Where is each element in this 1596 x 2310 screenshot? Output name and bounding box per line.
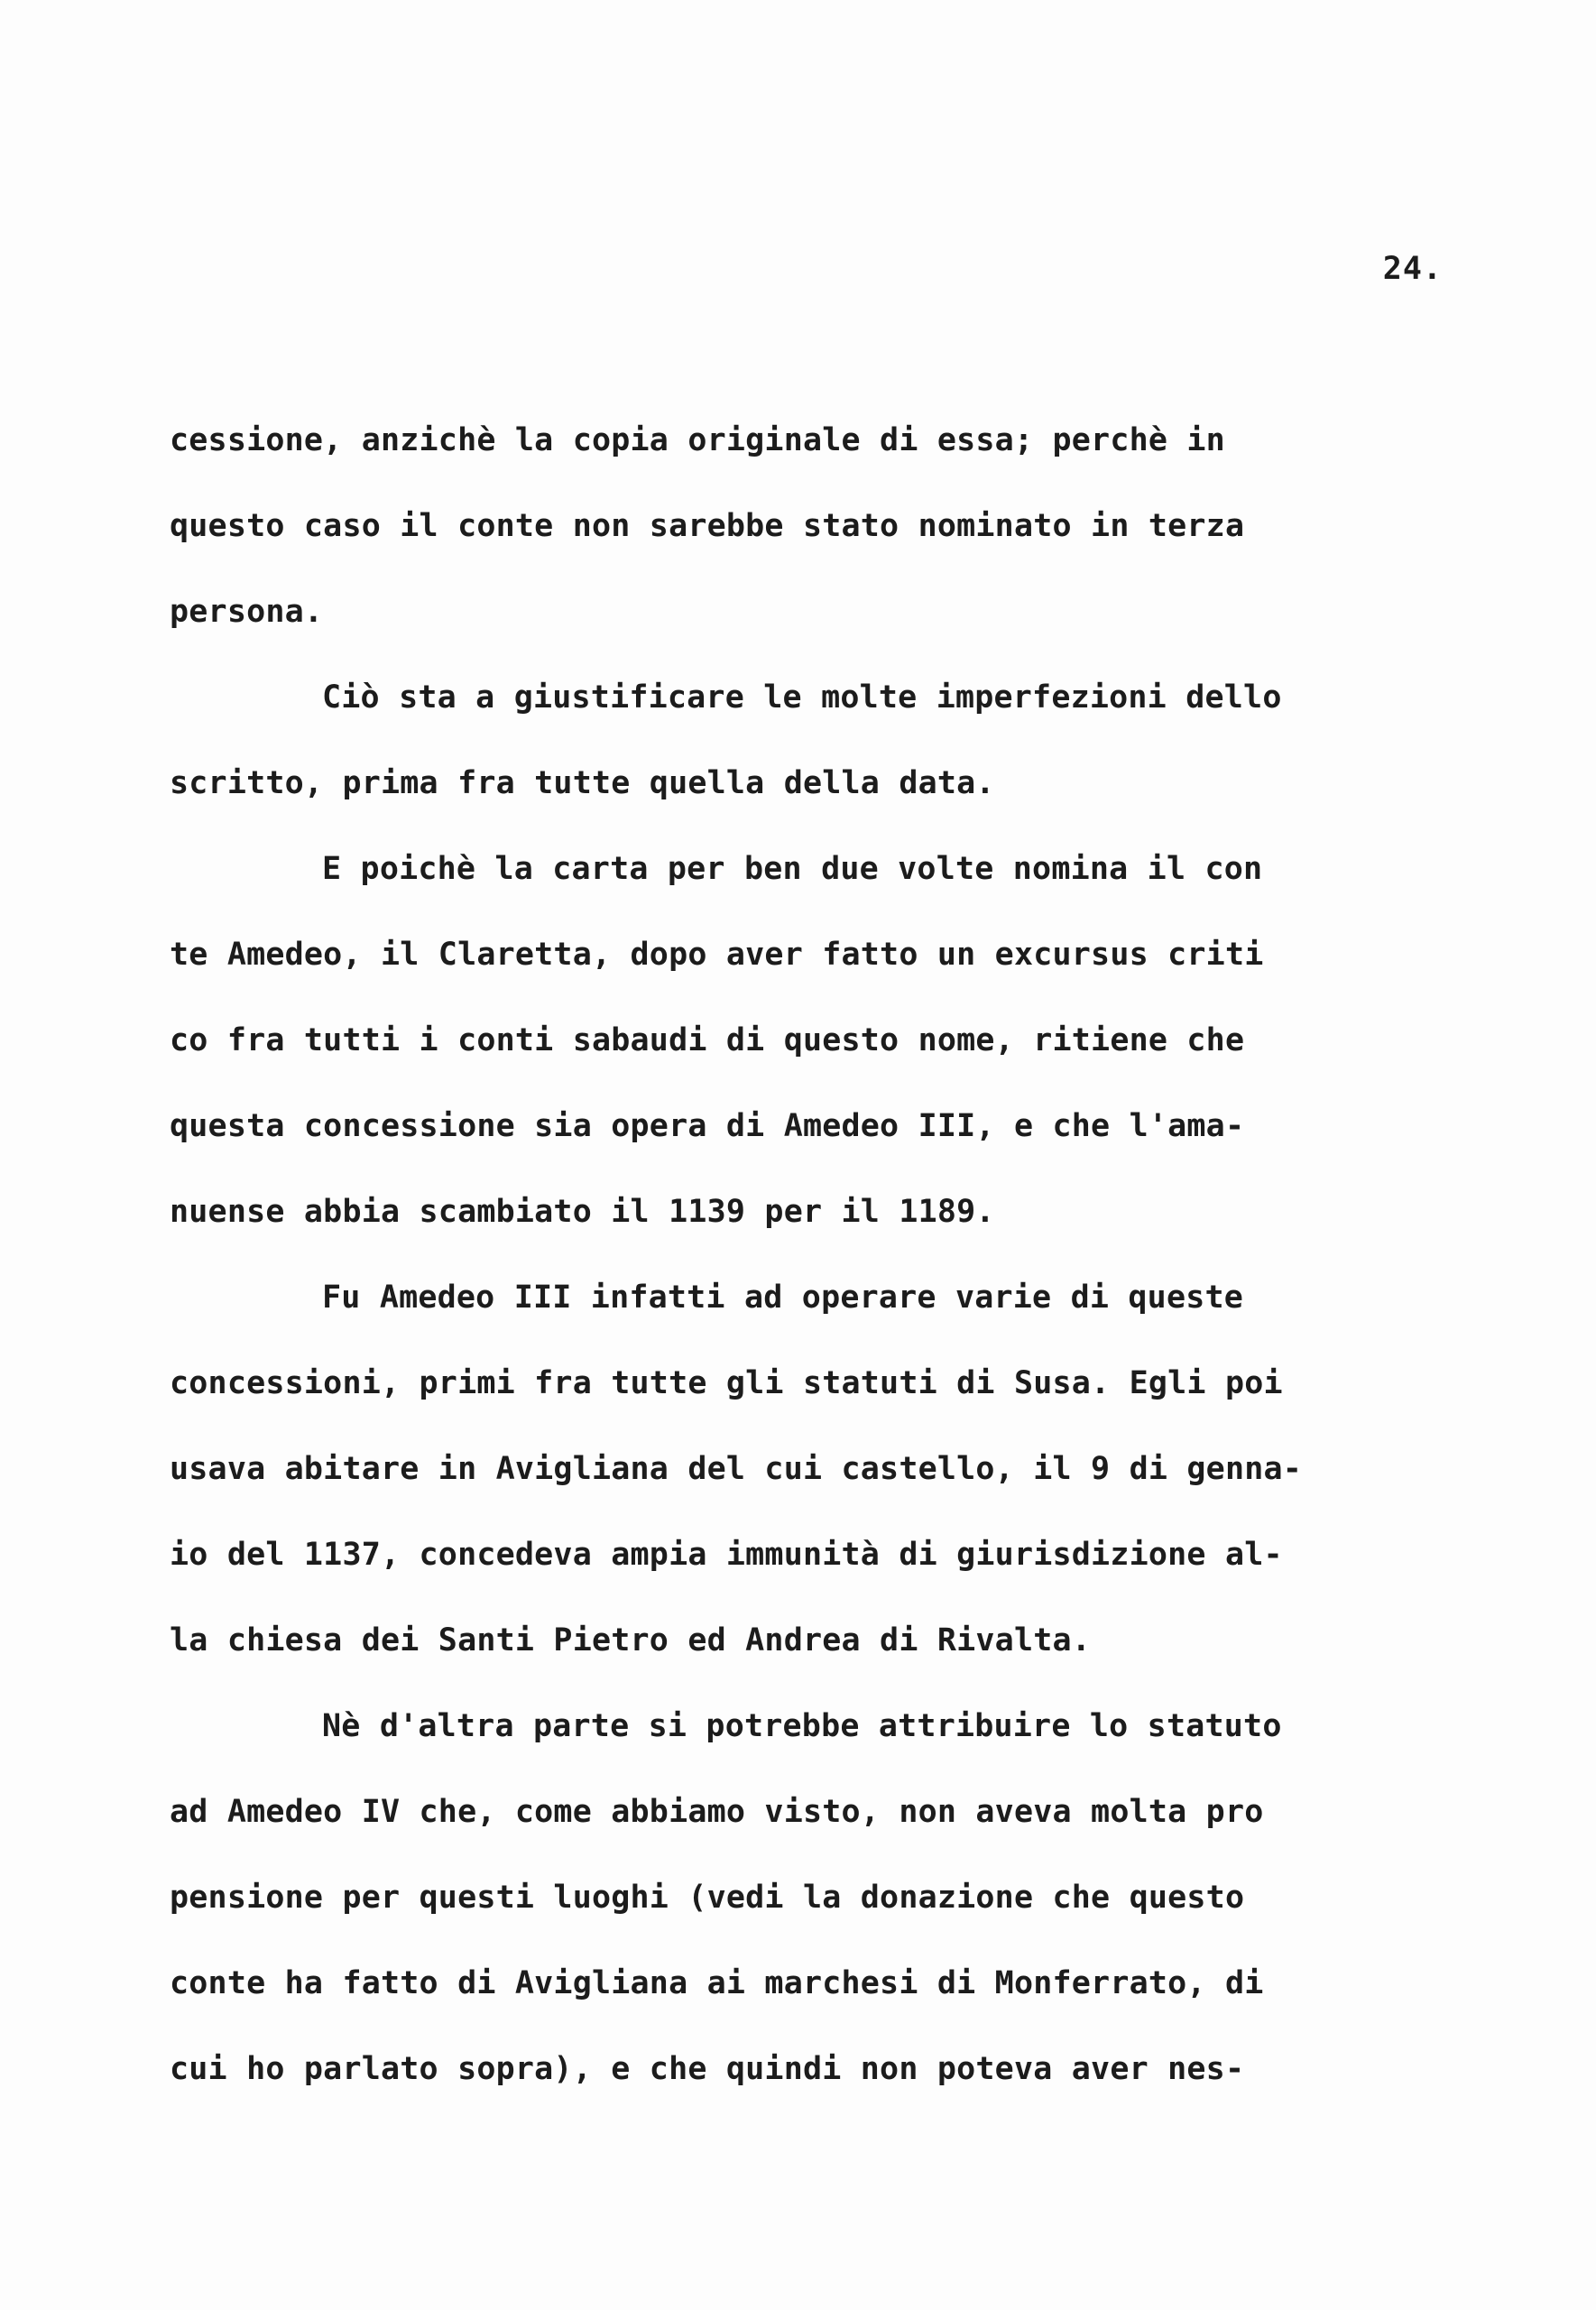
text-line: Ciò sta a giustificare le molte imperfezioni dello (322, 679, 1282, 716)
text-line: usava abitare in Avigliana del cui castello, il 9 di genna- (170, 1451, 1303, 1487)
text-line: la chiesa dei Santi Pietro ed Andrea di Rivalta. (170, 1622, 1092, 1659)
text-line: concessioni, primi fra tutte gli statuti di Susa. Egli poi (170, 1365, 1283, 1401)
text-line: cessione, anzichè la copia originale di essa; perchè in (170, 422, 1225, 458)
text-line: Nè d'altra parte si potrebbe attribuire lo statuto (322, 1708, 1282, 1744)
text-line: pensione per questi luoghi (vedi la donazione che questo (170, 1880, 1245, 1916)
text-line: conte ha fatto di Avigliana ai marchesi di Monferrato, di (170, 1965, 1264, 2001)
text-line: io del 1137, concedeva ampia immunità di giurisdizione al- (170, 1537, 1283, 1573)
text-line: E poichè la carta per ben due volte nomina il con (322, 851, 1263, 887)
text-line: Fu Amedeo III infatti ad operare varie di queste (322, 1280, 1244, 1316)
text-line: persona. (170, 594, 324, 630)
page-number: 24. (1382, 251, 1443, 287)
text-line: nuense abbia scambiato il 1139 per il 1189. (170, 1194, 995, 1230)
text-line: te Amedeo, il Claretta, dopo aver fatto un excursus criti (170, 937, 1264, 973)
text-line: co fra tutti i conti sabaudi di questo nome, ritiene che (170, 1022, 1245, 1058)
text-line: questa concessione sia opera di Amedeo III, e che l'ama- (170, 1108, 1245, 1144)
text-line: questo caso il conte non sarebbe stato nominato in terza (170, 508, 1245, 544)
text-line: cui ho parlato sopra), e che quindi non poteva aver nes- (170, 2051, 1245, 2087)
text-line: ad Amedeo IV che, come abbiamo visto, non aveva molta pro (170, 1794, 1264, 1830)
text-line: scritto, prima fra tutte quella della data. (170, 765, 995, 801)
